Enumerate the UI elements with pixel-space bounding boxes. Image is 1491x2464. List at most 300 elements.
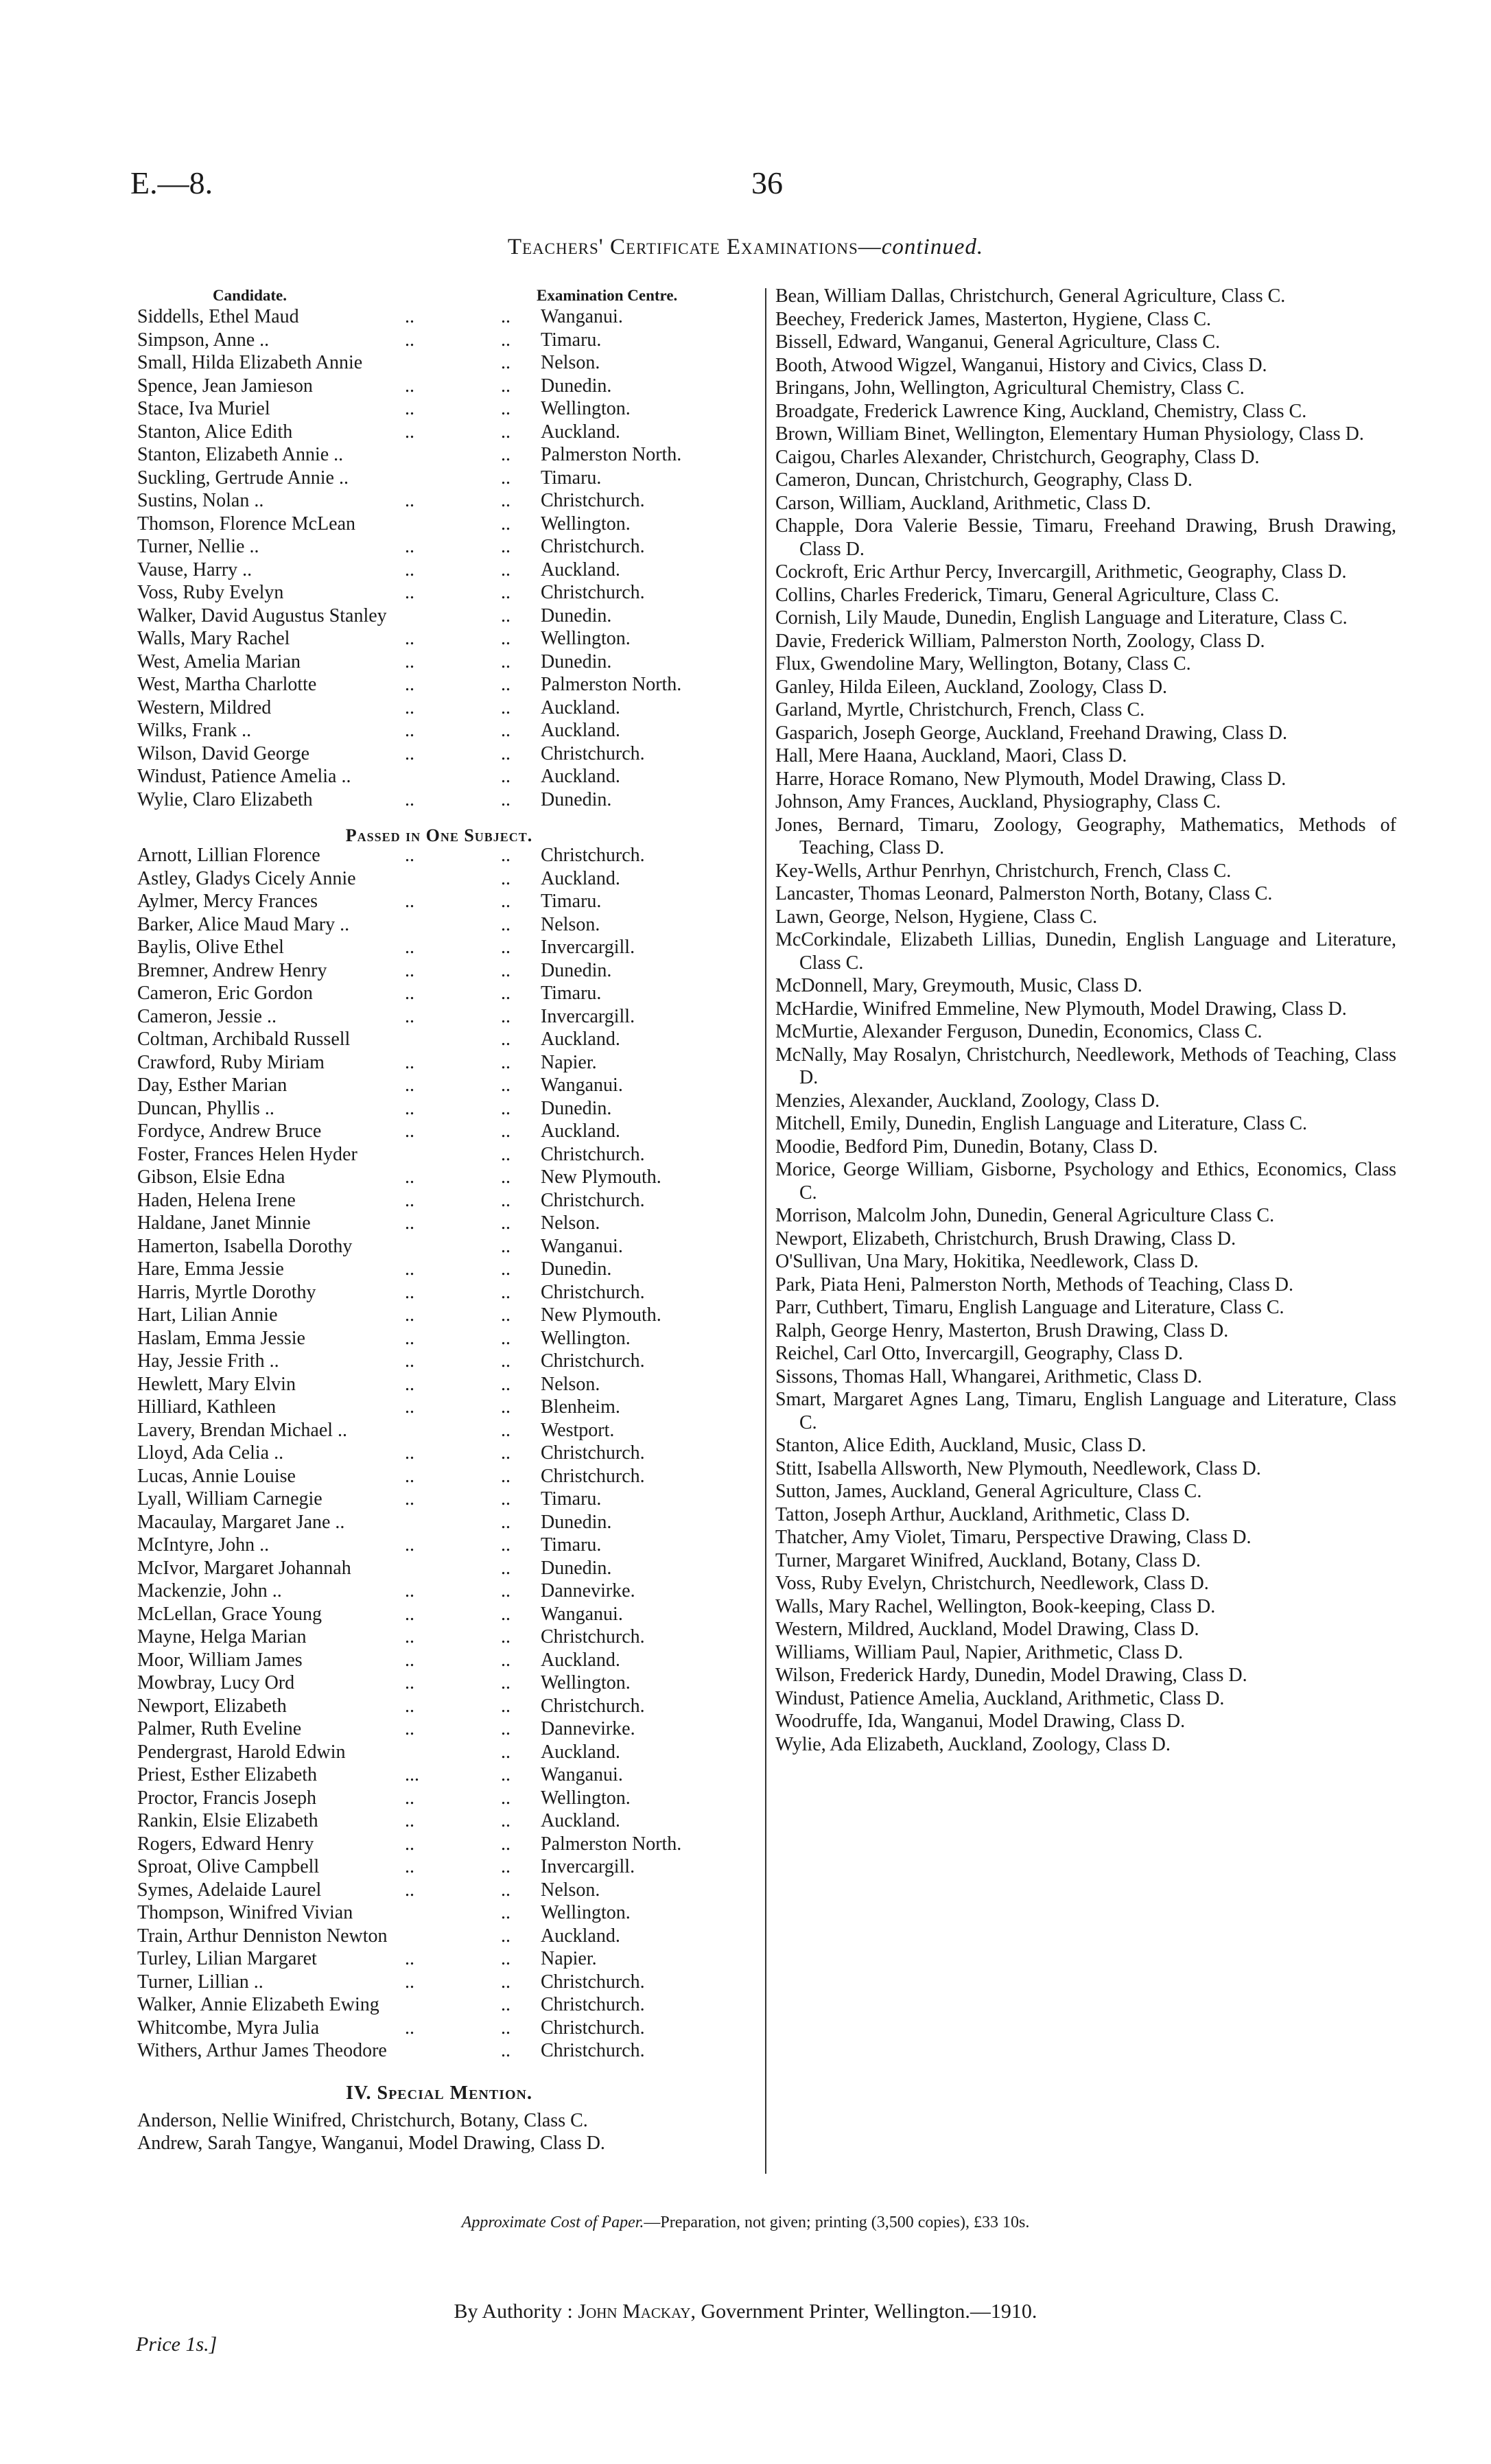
candidate-name: Western, Mildred — [137, 696, 272, 718]
special-mention-heading: IV. Special Mention. — [346, 2082, 532, 2104]
candidate-entry: Garland, Myrtle, Christchurch, French, Class C. — [775, 699, 1145, 720]
leader-dots: .. — [405, 1373, 414, 1395]
candidate-entry: Bissell, Edward, Wanganui, General Agriculture, Class C. — [775, 331, 1221, 353]
leader-dots: .. — [405, 1327, 414, 1349]
examination-centre: Invercargill. — [541, 1005, 635, 1027]
examination-centre: Dunedin. — [541, 1258, 612, 1280]
candidate-row — [130, 1328, 748, 1351]
examination-centre: Wanganui. — [541, 1764, 623, 1785]
candidate-entry: Tatton, Joseph Arthur, Auckland, Arithmetic, Class D. — [775, 1503, 1190, 1525]
examination-centre: Auckland. — [541, 1741, 620, 1763]
leader-dots: .. — [405, 1212, 414, 1234]
candidate-row — [130, 960, 748, 983]
examination-centre: Timaru. — [541, 467, 602, 489]
leader-dots: .. — [405, 329, 414, 351]
candidate-name: Spence, Jean Jamieson — [137, 375, 313, 397]
candidate-name: Thompson, Winifred Vivian — [137, 1902, 353, 1923]
leader-dots: .. — [405, 1442, 414, 1464]
leader-dots: .. — [501, 1235, 510, 1257]
candidate-name: Simpson, Anne .. — [137, 329, 270, 351]
authority-rest: Government Printer, Wellington.—1910. — [701, 2300, 1037, 2323]
leader-dots: .. — [501, 1051, 510, 1073]
candidate-row — [130, 1741, 748, 1765]
candidate-row — [130, 1558, 748, 1581]
candidate-entry: Stanton, Alice Edith, Auckland, Music, Class D. — [775, 1435, 1147, 1456]
examination-centre: Christchurch. — [541, 1350, 645, 1372]
leader-dots: .. — [501, 1396, 510, 1418]
candidate-name: Stanton, Alice Edith — [137, 421, 293, 443]
leader-dots: .. — [501, 766, 510, 787]
candidate-row — [130, 1879, 748, 1903]
candidate-entry: Beechey, Frederick James, Masterton, Hygiene, Class C. — [775, 308, 1212, 330]
candidate-entry: Ralph, George Henry, Masterton, Brush Drawing, Class D. — [775, 1319, 1229, 1341]
candidate-entry: Sutton, James, Auckland, General Agriculture, Class C. — [775, 1481, 1202, 1502]
candidate-name: Hare, Emma Jessie — [137, 1258, 284, 1280]
examination-centre: Christchurch. — [541, 2040, 645, 2061]
leader-dots: .. — [405, 1948, 414, 1969]
candidate-row — [130, 1190, 748, 1213]
leader-dots: .. — [501, 937, 510, 958]
leader-dots: .. — [405, 1258, 414, 1280]
candidate-name: Whitcombe, Myra Julia — [137, 2017, 320, 2039]
leader-dots: .. — [501, 1166, 510, 1188]
candidate-entry: Turner, Margaret Winifred, Auckland, Botany, Class D. — [775, 1549, 1201, 1571]
examination-centre: Nelson. — [541, 352, 600, 373]
candidate-name: Siddells, Ethel Maud — [137, 306, 299, 327]
candidate-entry: Cameron, Duncan, Christchurch, Geography, Class D. — [775, 469, 1193, 491]
leader-dots: .. — [501, 867, 510, 889]
leader-dots: .. — [501, 1373, 510, 1395]
leader-dots: .. — [501, 1488, 510, 1510]
candidate-row — [130, 697, 748, 720]
candidate-name: Sproat, Olive Campbell — [137, 1856, 320, 1877]
candidate-name: Macaulay, Margaret Jane .. — [137, 1511, 345, 1533]
examination-centre: Napier. — [541, 1948, 597, 1969]
candidate-entry: Cornish, Lily Maude, Dunedin, English Language and Literature, Class C. — [775, 607, 1348, 629]
examination-centre: Auckland. — [541, 720, 620, 741]
candidate-name: McLellan, Grace Young — [137, 1603, 322, 1625]
candidate-entry: Ganley, Hilda Eileen, Auckland, Zoology, Class D. — [775, 676, 1168, 698]
leader-dots: .. — [405, 559, 414, 580]
leader-dots: .. — [501, 788, 510, 810]
leader-dots: .. — [405, 720, 414, 741]
leader-dots: .. — [501, 1350, 510, 1372]
candidate-entry: Moodie, Bedford Pim, Dunedin, Botany, Class D. — [775, 1136, 1158, 1158]
leader-dots: .. — [501, 1029, 510, 1050]
candidate-name: McIvor, Margaret Johannah — [137, 1557, 351, 1579]
candidate-name: Aylmer, Mercy Frances — [137, 891, 318, 912]
candidate-entry: Carson, William, Auckland, Arithmetic, Class D. — [775, 492, 1151, 514]
candidate-row — [130, 1374, 748, 1397]
candidate-name: Day, Esther Marian — [137, 1075, 287, 1096]
leader-dots: .. — [405, 306, 414, 327]
leader-dots: .. — [501, 1534, 510, 1556]
examination-centre: Invercargill. — [541, 1856, 635, 1877]
examination-centre: Auckland. — [541, 696, 620, 718]
candidate-row — [130, 743, 748, 766]
candidate-name: Walker, Annie Elizabeth Ewing — [137, 1994, 379, 2015]
examination-centre: Christchurch. — [541, 1442, 645, 1464]
candidate-row — [130, 1120, 748, 1144]
candidate-row — [130, 1396, 748, 1420]
leader-dots: .. — [501, 1672, 510, 1693]
examination-centre: Christchurch. — [541, 582, 645, 603]
leader-dots: .. — [501, 1741, 510, 1763]
column-divider — [765, 288, 766, 2174]
candidate-name: Mackenzie, John .. — [137, 1580, 282, 1601]
candidate-entry: Newport, Elizabeth, Christchurch, Brush Drawing, Class D. — [775, 1228, 1236, 1249]
candidate-name: Lloyd, Ada Celia .. — [137, 1442, 284, 1464]
candidate-row — [130, 1488, 748, 1512]
special-mention-entry: Anderson, Nellie Winifred, Christchurch, Botany, Class C. — [137, 2109, 588, 2131]
page-title — [0, 235, 1491, 260]
candidate-entry: McHardie, Winifred Emmeline, New Plymouth, Model Drawing, Class D. — [775, 998, 1347, 1020]
candidate-row — [130, 605, 748, 629]
title-continued: continued. — [881, 235, 984, 259]
leader-dots: .. — [501, 1695, 510, 1717]
candidate-name: Harris, Myrtle Dorothy — [137, 1281, 316, 1303]
leader-dots: .. — [501, 1097, 510, 1119]
candidate-row — [130, 329, 748, 353]
candidate-row — [130, 490, 748, 513]
candidate-row — [130, 375, 748, 399]
candidate-entry: Mitchell, Emily, Dunedin, English Language and Literature, Class C. — [775, 1113, 1308, 1134]
examination-centre: Dunedin. — [541, 1557, 612, 1579]
leader-dots: .. — [501, 1327, 510, 1349]
leader-dots: .. — [501, 1925, 510, 1947]
candidate-row — [130, 1420, 748, 1443]
candidate-entry: Morrison, Malcolm John, Dunedin, General Agriculture Class C. — [775, 1205, 1275, 1226]
candidate-entry: Harre, Horace Romano, New Plymouth, Model Drawing, Class D. — [775, 768, 1287, 790]
candidate-name: Crawford, Ruby Miriam — [137, 1051, 325, 1073]
examination-centre: Auckland. — [541, 766, 620, 787]
leader-dots: .. — [501, 1442, 510, 1464]
candidate-row — [130, 1282, 748, 1305]
leader-dots: .. — [405, 1304, 414, 1326]
leader-dots: .. — [405, 421, 414, 443]
candidate-row — [130, 1948, 748, 1971]
candidate-row — [130, 1466, 748, 1489]
candidate-row — [130, 937, 748, 960]
leader-dots: .. — [405, 696, 414, 718]
examination-centre: Christchurch. — [541, 536, 645, 557]
candidate-entry: Parr, Cuthbert, Timaru, English Language and Literature, Class C. — [775, 1297, 1284, 1318]
leader-dots: .. — [501, 2017, 510, 2039]
leader-dots: .. — [501, 720, 510, 741]
leader-dots: ... — [405, 1764, 419, 1785]
leader-dots: .. — [501, 1649, 510, 1671]
examination-centre: Timaru. — [541, 329, 602, 351]
leader-dots: .. — [405, 1856, 414, 1877]
candidate-entry: Davie, Frederick William, Palmerston North, Zoology, Class D. — [775, 630, 1265, 652]
leader-dots: .. — [405, 959, 414, 981]
candidate-entry: Walls, Mary Rachel, Wellington, Book-keeping, Class D. — [775, 1595, 1216, 1617]
leader-dots: .. — [501, 1189, 510, 1211]
candidate-entry: Bean, William Dallas, Christchurch, General Agriculture, Class C. — [775, 285, 1286, 307]
examination-centre: Dunedin. — [541, 788, 612, 810]
leader-dots: .. — [405, 1120, 414, 1142]
candidate-row — [130, 651, 748, 674]
candidate-row — [130, 1810, 748, 1833]
candidate-entry: Cockroft, Eric Arthur Percy, Invercargill, Arithmetic, Geography, Class D. — [775, 561, 1347, 583]
candidate-name: Hamerton, Isabella Dorothy — [137, 1235, 353, 1257]
candidate-row — [130, 1029, 748, 1052]
candidate-row — [130, 444, 748, 467]
leader-dots: .. — [501, 536, 510, 557]
candidate-name: Pendergrast, Harold Edwin — [137, 1741, 346, 1763]
candidate-entry: O'Sullivan, Una Mary, Hokitika, Needlework, Class D. — [775, 1251, 1199, 1272]
passed-one-subject-heading: Passed in One Subject. — [345, 825, 533, 845]
leader-dots: .. — [405, 742, 414, 764]
candidate-entry: Woodruffe, Ida, Wanganui, Model Drawing, Class D. — [775, 1711, 1186, 1732]
candidate-name: Turner, Nellie .. — [137, 536, 259, 557]
candidate-row — [130, 628, 748, 651]
candidate-row — [130, 845, 748, 868]
candidate-row — [130, 1534, 748, 1558]
examination-centre: New Plymouth. — [541, 1166, 661, 1188]
examination-centre: Auckland. — [541, 1925, 620, 1947]
candidate-name: Vause, Harry .. — [137, 559, 253, 580]
leader-dots: .. — [405, 1051, 414, 1073]
leader-dots: .. — [501, 1304, 510, 1326]
candidate-row — [130, 2017, 748, 2041]
examination-centre: Timaru. — [541, 891, 602, 912]
leader-dots: .. — [405, 1718, 414, 1739]
leader-dots: .. — [501, 1994, 510, 2015]
candidate-name: Lyall, William Carnegie — [137, 1488, 322, 1510]
leader-dots: .. — [405, 788, 414, 810]
examination-centre: Christchurch. — [541, 1281, 645, 1303]
leader-dots: .. — [501, 1948, 510, 1969]
leader-dots: .. — [405, 536, 414, 557]
candidate-name: Rogers, Edward Henry — [137, 1833, 314, 1855]
examination-centre: Christchurch. — [541, 490, 645, 511]
candidate-name: Wilson, David George — [137, 742, 310, 764]
examination-centre: Wellington. — [541, 1327, 631, 1349]
candidate-entry: Collins, Charles Frederick, Timaru, General Agriculture, Class C. — [775, 584, 1280, 606]
candidate-row — [130, 352, 748, 375]
candidate-row — [130, 789, 748, 812]
examination-centre: Dunedin. — [541, 1511, 612, 1533]
leader-dots: .. — [501, 1626, 510, 1647]
candidate-name: Windust, Patience Amelia .. — [137, 766, 351, 787]
leader-dots: .. — [501, 983, 510, 1004]
candidate-row — [130, 1098, 748, 1121]
candidate-row — [130, 1166, 748, 1190]
candidate-row — [130, 582, 748, 605]
examination-centre: Dunedin. — [541, 959, 612, 981]
leader-dots: .. — [501, 1879, 510, 1901]
leader-dots: .. — [405, 1879, 414, 1901]
candidate-name: West, Amelia Marian — [137, 650, 301, 672]
examination-centre: Timaru. — [541, 983, 602, 1004]
candidate-entry: Lawn, George, Nelson, Hygiene, Class C. — [775, 906, 1098, 928]
authority-label: By Authority : — [454, 2300, 573, 2323]
leader-dots: .. — [405, 674, 414, 695]
candidate-name: Rankin, Elsie Elizabeth — [137, 1810, 318, 1831]
leader-dots: .. — [405, 937, 414, 958]
candidate-name: Haslam, Emma Jessie — [137, 1327, 305, 1349]
examination-centre: Christchurch. — [541, 1695, 645, 1717]
candidate-row — [130, 467, 748, 491]
candidate-row — [130, 1604, 748, 1627]
candidate-name: Fordyce, Andrew Bruce — [137, 1120, 322, 1142]
examination-centre: Christchurch. — [541, 1465, 645, 1487]
leader-dots: .. — [405, 490, 414, 511]
leader-dots: .. — [405, 1281, 414, 1303]
candidate-row — [130, 1350, 748, 1374]
candidate-entry: Flux, Gwendoline Mary, Wellington, Botany, Class C. — [775, 653, 1191, 674]
candidate-name: Proctor, Francis Joseph — [137, 1787, 316, 1809]
examination-centre: Nelson. — [541, 913, 600, 935]
examination-centre: Palmerston North. — [541, 674, 682, 695]
candidate-name: Stanton, Elizabeth Annie .. — [137, 444, 344, 465]
leader-dots: .. — [501, 1902, 510, 1923]
candidate-name: Sustins, Nolan .. — [137, 490, 264, 511]
leader-dots: .. — [405, 1534, 414, 1556]
candidate-name: Hewlett, Mary Elvin — [137, 1373, 296, 1395]
examination-centre: Wellington. — [541, 398, 631, 419]
candidate-entry: Reichel, Carl Otto, Invercargill, Geography, Class D. — [775, 1343, 1184, 1364]
examination-centre: Nelson. — [541, 1879, 600, 1901]
candidate-name: Small, Hilda Elizabeth Annie — [137, 352, 363, 373]
examination-centre: Dunedin. — [541, 650, 612, 672]
candidate-row — [130, 398, 748, 421]
title-main: Teachers' Certificate Examinations— — [507, 235, 882, 259]
candidate-row — [130, 513, 748, 537]
candidate-row — [130, 1236, 748, 1259]
leader-dots: .. — [501, 1281, 510, 1303]
candidate-name: Hilliard, Kathleen — [137, 1396, 277, 1418]
examination-centre: Westport. — [541, 1419, 615, 1441]
candidate-entry: Williams, William Paul, Napier, Arithmetic, Class D. — [775, 1641, 1184, 1663]
examination-centre: Auckland. — [541, 1120, 620, 1142]
examination-centre: Dunedin. — [541, 375, 612, 397]
candidate-name: Voss, Ruby Evelyn — [137, 582, 284, 603]
candidate-name: Wylie, Claro Elizabeth — [137, 788, 313, 810]
examination-centre: Christchurch. — [541, 1971, 645, 1993]
candidate-entry: Menzies, Alexander, Auckland, Zoology, Class D. — [775, 1090, 1160, 1112]
leader-dots: .. — [501, 1258, 510, 1280]
leader-dots: .. — [501, 1787, 510, 1809]
candidate-name: Train, Arthur Denniston Newton — [137, 1925, 388, 1947]
leader-dots: .. — [501, 1120, 510, 1142]
examination-centre: Wellington. — [541, 1902, 631, 1923]
candidate-name: Walls, Mary Rachel — [137, 628, 290, 649]
candidate-row — [130, 1144, 748, 1167]
candidate-entry: Caigou, Charles Alexander, Christchurch, Geography, Class D. — [775, 446, 1260, 468]
examination-centre: Nelson. — [541, 1373, 600, 1395]
examination-centre: Auckland. — [541, 559, 620, 580]
leader-dots: .. — [501, 913, 510, 935]
leader-dots: .. — [501, 1580, 510, 1601]
candidate-row — [130, 1212, 748, 1236]
left-column — [130, 281, 748, 2156]
examination-centre: Blenheim. — [541, 1396, 620, 1418]
candidate-name: Baylis, Olive Ethel — [137, 937, 284, 958]
candidate-name: Moor, William James — [137, 1649, 303, 1671]
special-mention-list — [130, 2110, 748, 2156]
candidate-entry: Park, Piata Heni, Palmerston North, Methods of Teaching, Class D. — [775, 1274, 1293, 1295]
examination-centre: Wellington. — [541, 513, 631, 535]
candidate-name: Palmer, Ruth Eveline — [137, 1718, 302, 1739]
examination-centre: Wellington. — [541, 628, 631, 649]
examination-centre: Christchurch. — [541, 1143, 645, 1165]
candidate-entry: Jones, Bernard, Timaru, Zoology, Geography, Mathematics, Methods of Teaching, Class D. — [775, 814, 1396, 858]
cost-text: —Preparation, not given; printing (3,500 copies), £33 10s. — [644, 2214, 1030, 2231]
candidate-row — [130, 1512, 748, 1535]
candidate-row — [130, 674, 748, 697]
leader-dots: .. — [405, 1833, 414, 1855]
candidate-entry: Wilson, Frederick Hardy, Dunedin, Model Drawing, Class D. — [775, 1665, 1247, 1686]
examination-centre: Christchurch. — [541, 742, 645, 764]
candidate-row — [130, 1764, 748, 1787]
leader-dots: .. — [501, 891, 510, 912]
candidate-name: Priest, Esther Elizabeth — [137, 1764, 318, 1785]
candidate-name: Thomson, Florence McLean — [137, 513, 356, 535]
leader-dots: .. — [501, 1856, 510, 1877]
candidate-entry: McMurtie, Alexander Ferguson, Dunedin, Economics, Class C. — [775, 1021, 1263, 1042]
special-mention-entry: Andrew, Sarah Tangye, Wanganui, Model Drawing, Class D. — [137, 2133, 605, 2154]
candidate-name: Haden, Helena Irene — [137, 1189, 296, 1211]
leader-dots: .. — [405, 1097, 414, 1119]
leader-dots: .. — [405, 845, 414, 866]
candidate-entry: Voss, Ruby Evelyn, Christchurch, Needlework, Class D. — [775, 1573, 1209, 1594]
leader-dots: .. — [501, 375, 510, 397]
candidate-name: West, Martha Charlotte — [137, 674, 317, 695]
candidate-name: Coltman, Archibald Russell — [137, 1029, 351, 1050]
candidate-entry: Johnson, Amy Frances, Auckland, Physiography, Class C. — [775, 791, 1221, 812]
leader-dots: .. — [501, 559, 510, 580]
leader-dots: .. — [501, 1465, 510, 1487]
leader-dots: .. — [501, 1511, 510, 1533]
candidate-name: Wilks, Frank .. — [137, 720, 252, 741]
column-headings — [130, 281, 748, 306]
leader-dots: .. — [501, 444, 510, 465]
examination-centre: Wellington. — [541, 1787, 631, 1809]
candidate-name: McIntyre, John .. — [137, 1534, 270, 1556]
leader-dots: .. — [501, 1212, 510, 1234]
leader-dots: .. — [405, 2017, 414, 2039]
candidate-name: Newport, Elizabeth — [137, 1695, 287, 1717]
leader-dots: .. — [405, 1626, 414, 1647]
leader-dots: .. — [405, 1488, 414, 1510]
candidate-entry: Wylie, Ada Elizabeth, Auckland, Zoology, Class D. — [775, 1733, 1171, 1755]
candidate-name: Hart, Lilian Annie — [137, 1304, 278, 1326]
candidate-row — [130, 306, 748, 329]
examination-centre: Auckland. — [541, 1649, 620, 1671]
examination-centre: Christchurch. — [541, 1994, 645, 2015]
leader-dots: .. — [501, 959, 510, 981]
examination-centre: Auckland. — [541, 867, 620, 889]
candidate-name: Turley, Lilian Margaret — [137, 1948, 317, 1969]
candidate-entry: McNally, May Rosalyn, Christchurch, Needlework, Methods of Teaching, Class D. — [775, 1044, 1396, 1088]
leader-dots: .. — [501, 1603, 510, 1625]
examination-centre: Palmerston North. — [541, 444, 682, 465]
leader-dots: .. — [501, 398, 510, 419]
right-column — [775, 285, 1396, 1756]
leader-dots: .. — [405, 1396, 414, 1418]
candidate-entry: Morice, George William, Gisborne, Psychology and Ethics, Economics, Class C. — [775, 1159, 1396, 1204]
document-reference: E.—8. — [130, 165, 213, 200]
candidate-name: Foster, Frances Helen Hyder — [137, 1143, 357, 1165]
cost-label: Approximate Cost of Paper. — [461, 2214, 644, 2231]
candidate-row — [130, 1052, 748, 1075]
candidate-name: Barker, Alice Maud Mary .. — [137, 913, 350, 935]
candidate-name: Turner, Lillian .. — [137, 1971, 263, 1993]
page-number: 36 — [751, 165, 783, 200]
candidate-entry: Key-Wells, Arthur Penrhyn, Christchurch, French, Class C. — [775, 860, 1232, 882]
